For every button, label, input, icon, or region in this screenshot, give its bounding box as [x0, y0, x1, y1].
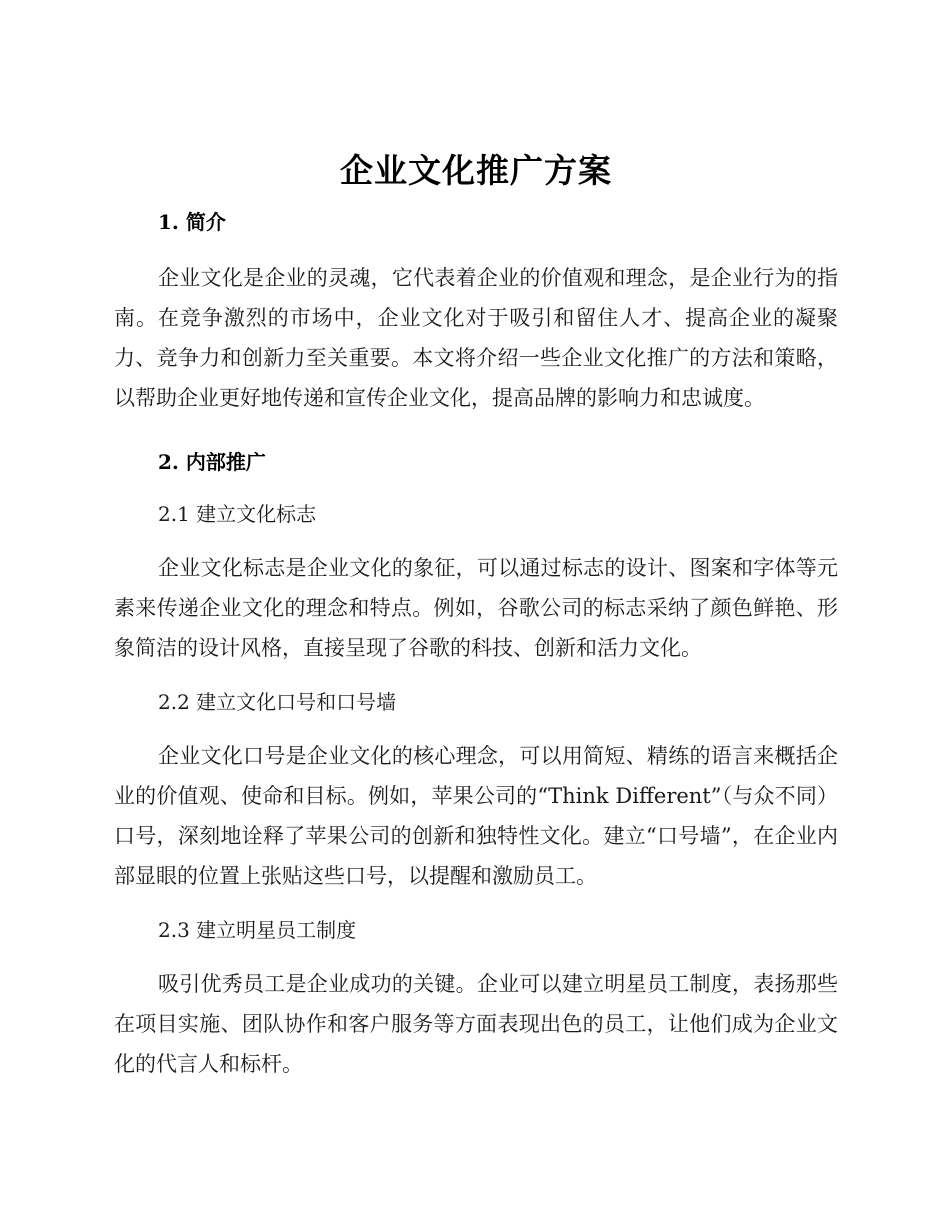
- star-employee-paragraph: 吸引优秀员工是企业成功的关键。企业可以建立明星员工制度，表扬那些在项目实施、团队协作和客户服务等方面表现出色的员工，让他们成为企业文化的代言人和标杆。: [114, 972, 838, 1076]
- subsection-heading-star-employee: 2.3 建立明星员工制度: [158, 918, 357, 942]
- intro-paragraph: 企业文化是企业的灵魂，它代表着企业的价值观和理念，是企业行为的指南。在竞争激烈的市场中，企业文化对于吸引和留住人才、提高企业的凝聚力、竞争力和创新力至关重要。本文将介绍一些企业文化推广的方法和策略，以帮助企业更好地传递和宣传企业文化，提高品牌的影响力和忠诚度。: [114, 266, 838, 410]
- subsection-heading-culture-logo: 2.1 建立文化标志: [158, 502, 317, 526]
- slogan-wall-paragraph: 企业文化口号是企业文化的核心理念，可以用简短、精练的语言来概括企业的价值观、使命和目标。例如，苹果公司的“Think Different”（与众不同）口号，深刻地诠释了苹果公司的创新和独特性文化。建立“口号墙”，在企业内部显眼的位置上张贴这些口号，以提醒和激励员工。: [114, 744, 838, 888]
- document-title: 企业文化推广方案: [340, 151, 612, 190]
- section-heading-intro: 1. 简介: [158, 210, 226, 234]
- subsection-heading-slogan-wall: 2.2 建立文化口号和口号墙: [158, 690, 397, 714]
- culture-logo-paragraph: 企业文化标志是企业文化的象征，可以通过标志的设计、图案和字体等元素来传递企业文化的理念和特点。例如，谷歌公司的标志采纳了颜色鲜艳、形象简洁的设计风格，直接呈现了谷歌的科技、创新和活力文化。: [114, 556, 838, 660]
- section-heading-internal-promotion: 2. 内部推广: [158, 450, 266, 474]
